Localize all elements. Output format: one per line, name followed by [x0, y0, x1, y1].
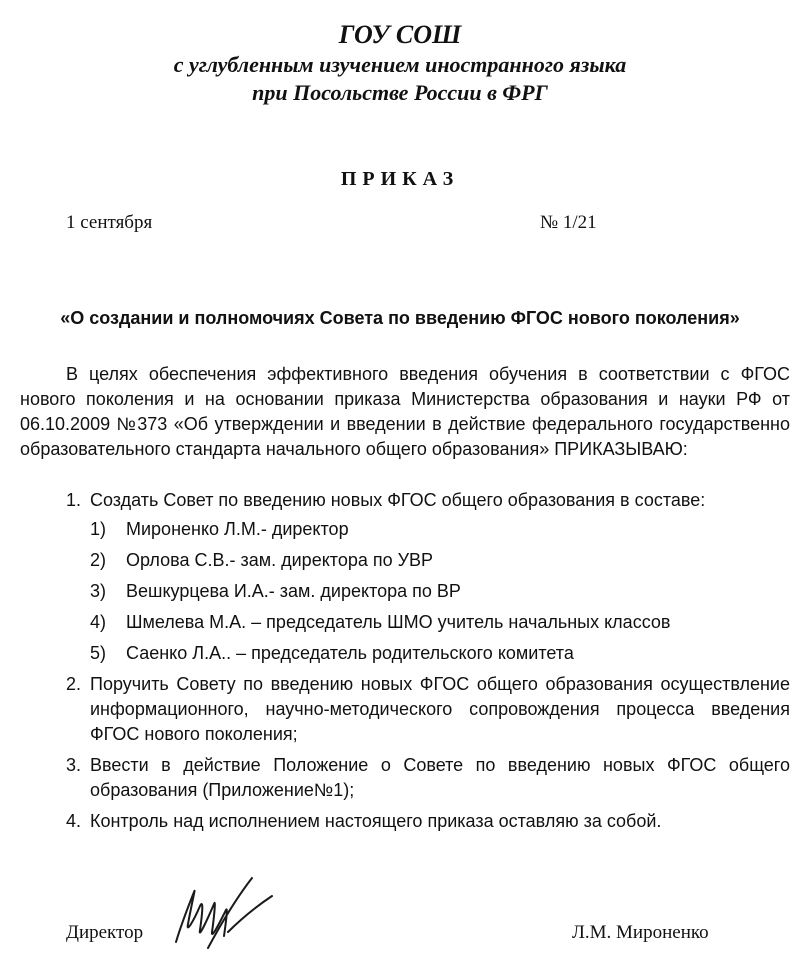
item-text: Контроль над исполнением настоящего приказа оставляю за собой. — [90, 811, 662, 831]
item-number: 1. — [66, 490, 82, 510]
order-date: 1 сентября — [66, 212, 153, 233]
item-number: 2. — [66, 674, 82, 694]
item-number: 4. — [66, 811, 82, 831]
order-number: № 1/21 — [540, 212, 597, 233]
member-text: Вешкурцева И.А.- зам. директора по ВР — [126, 581, 461, 601]
council-member — [90, 517, 790, 542]
item-text: Ввести в действие Положение о Совете по введению новых ФГОС общего образования (Приложение№1); — [90, 755, 790, 800]
handwritten-signature-icon — [168, 862, 278, 958]
council-members — [90, 517, 790, 666]
member-text: Шмелева М.А. – председатель ШМО учитель начальных классов — [126, 612, 671, 632]
order-subject: «О создании и полномочиях Совета по введению ФГОС нового поколения» — [60, 308, 740, 328]
council-member — [90, 610, 790, 635]
order-item-3 — [20, 753, 790, 803]
order-item-2 — [20, 672, 790, 747]
school-name: ГОУ СОШ — [338, 20, 462, 49]
order-items — [20, 488, 790, 840]
council-member — [90, 548, 790, 573]
signature-role: Директор — [66, 922, 144, 943]
member-number: 2) — [90, 550, 107, 570]
member-text: Орлова С.В.- зам. директора по УВР — [126, 550, 434, 570]
item-text: Поручить Совету по введению новых ФГОС общего образования осуществление информационного, научно-методического сопровождения процесса введения ФГОС нового поколения; — [90, 674, 790, 744]
order-item-1 — [20, 488, 790, 666]
school-location: при Посольстве России в ФРГ — [252, 80, 548, 105]
member-number: 5) — [90, 643, 107, 663]
preamble-paragraph: В целях обеспечения эффективного введения обучения в соответствии с ФГОС нового поколения и на основании приказа Министерства образования и науки РФ от 06.10.2009 №373 «Об утверждении и введении в действие федерального государственно образовательного стандарта начального общего образования» ПРИКАЗЫВАЮ: — [20, 364, 790, 459]
order-title: ПРИКАЗ — [340, 168, 460, 190]
school-subtitle: с углубленным изучением иностранного языка — [173, 52, 627, 77]
member-number: 4) — [90, 612, 107, 632]
item-number: 3. — [66, 755, 82, 775]
member-number: 3) — [90, 581, 107, 601]
council-member — [90, 579, 790, 604]
order-item-4 — [20, 809, 790, 834]
council-member — [90, 641, 790, 666]
member-number: 1) — [90, 519, 107, 539]
signature-name: Л.М. Мироненко — [572, 922, 709, 943]
member-text: Мироненко Л.М.- директор — [126, 519, 349, 539]
item-text: Создать Совет по введению новых ФГОС общего образования в составе: — [90, 490, 706, 510]
member-text: Саенко Л.А.. – председатель родительского комитета — [126, 643, 574, 663]
